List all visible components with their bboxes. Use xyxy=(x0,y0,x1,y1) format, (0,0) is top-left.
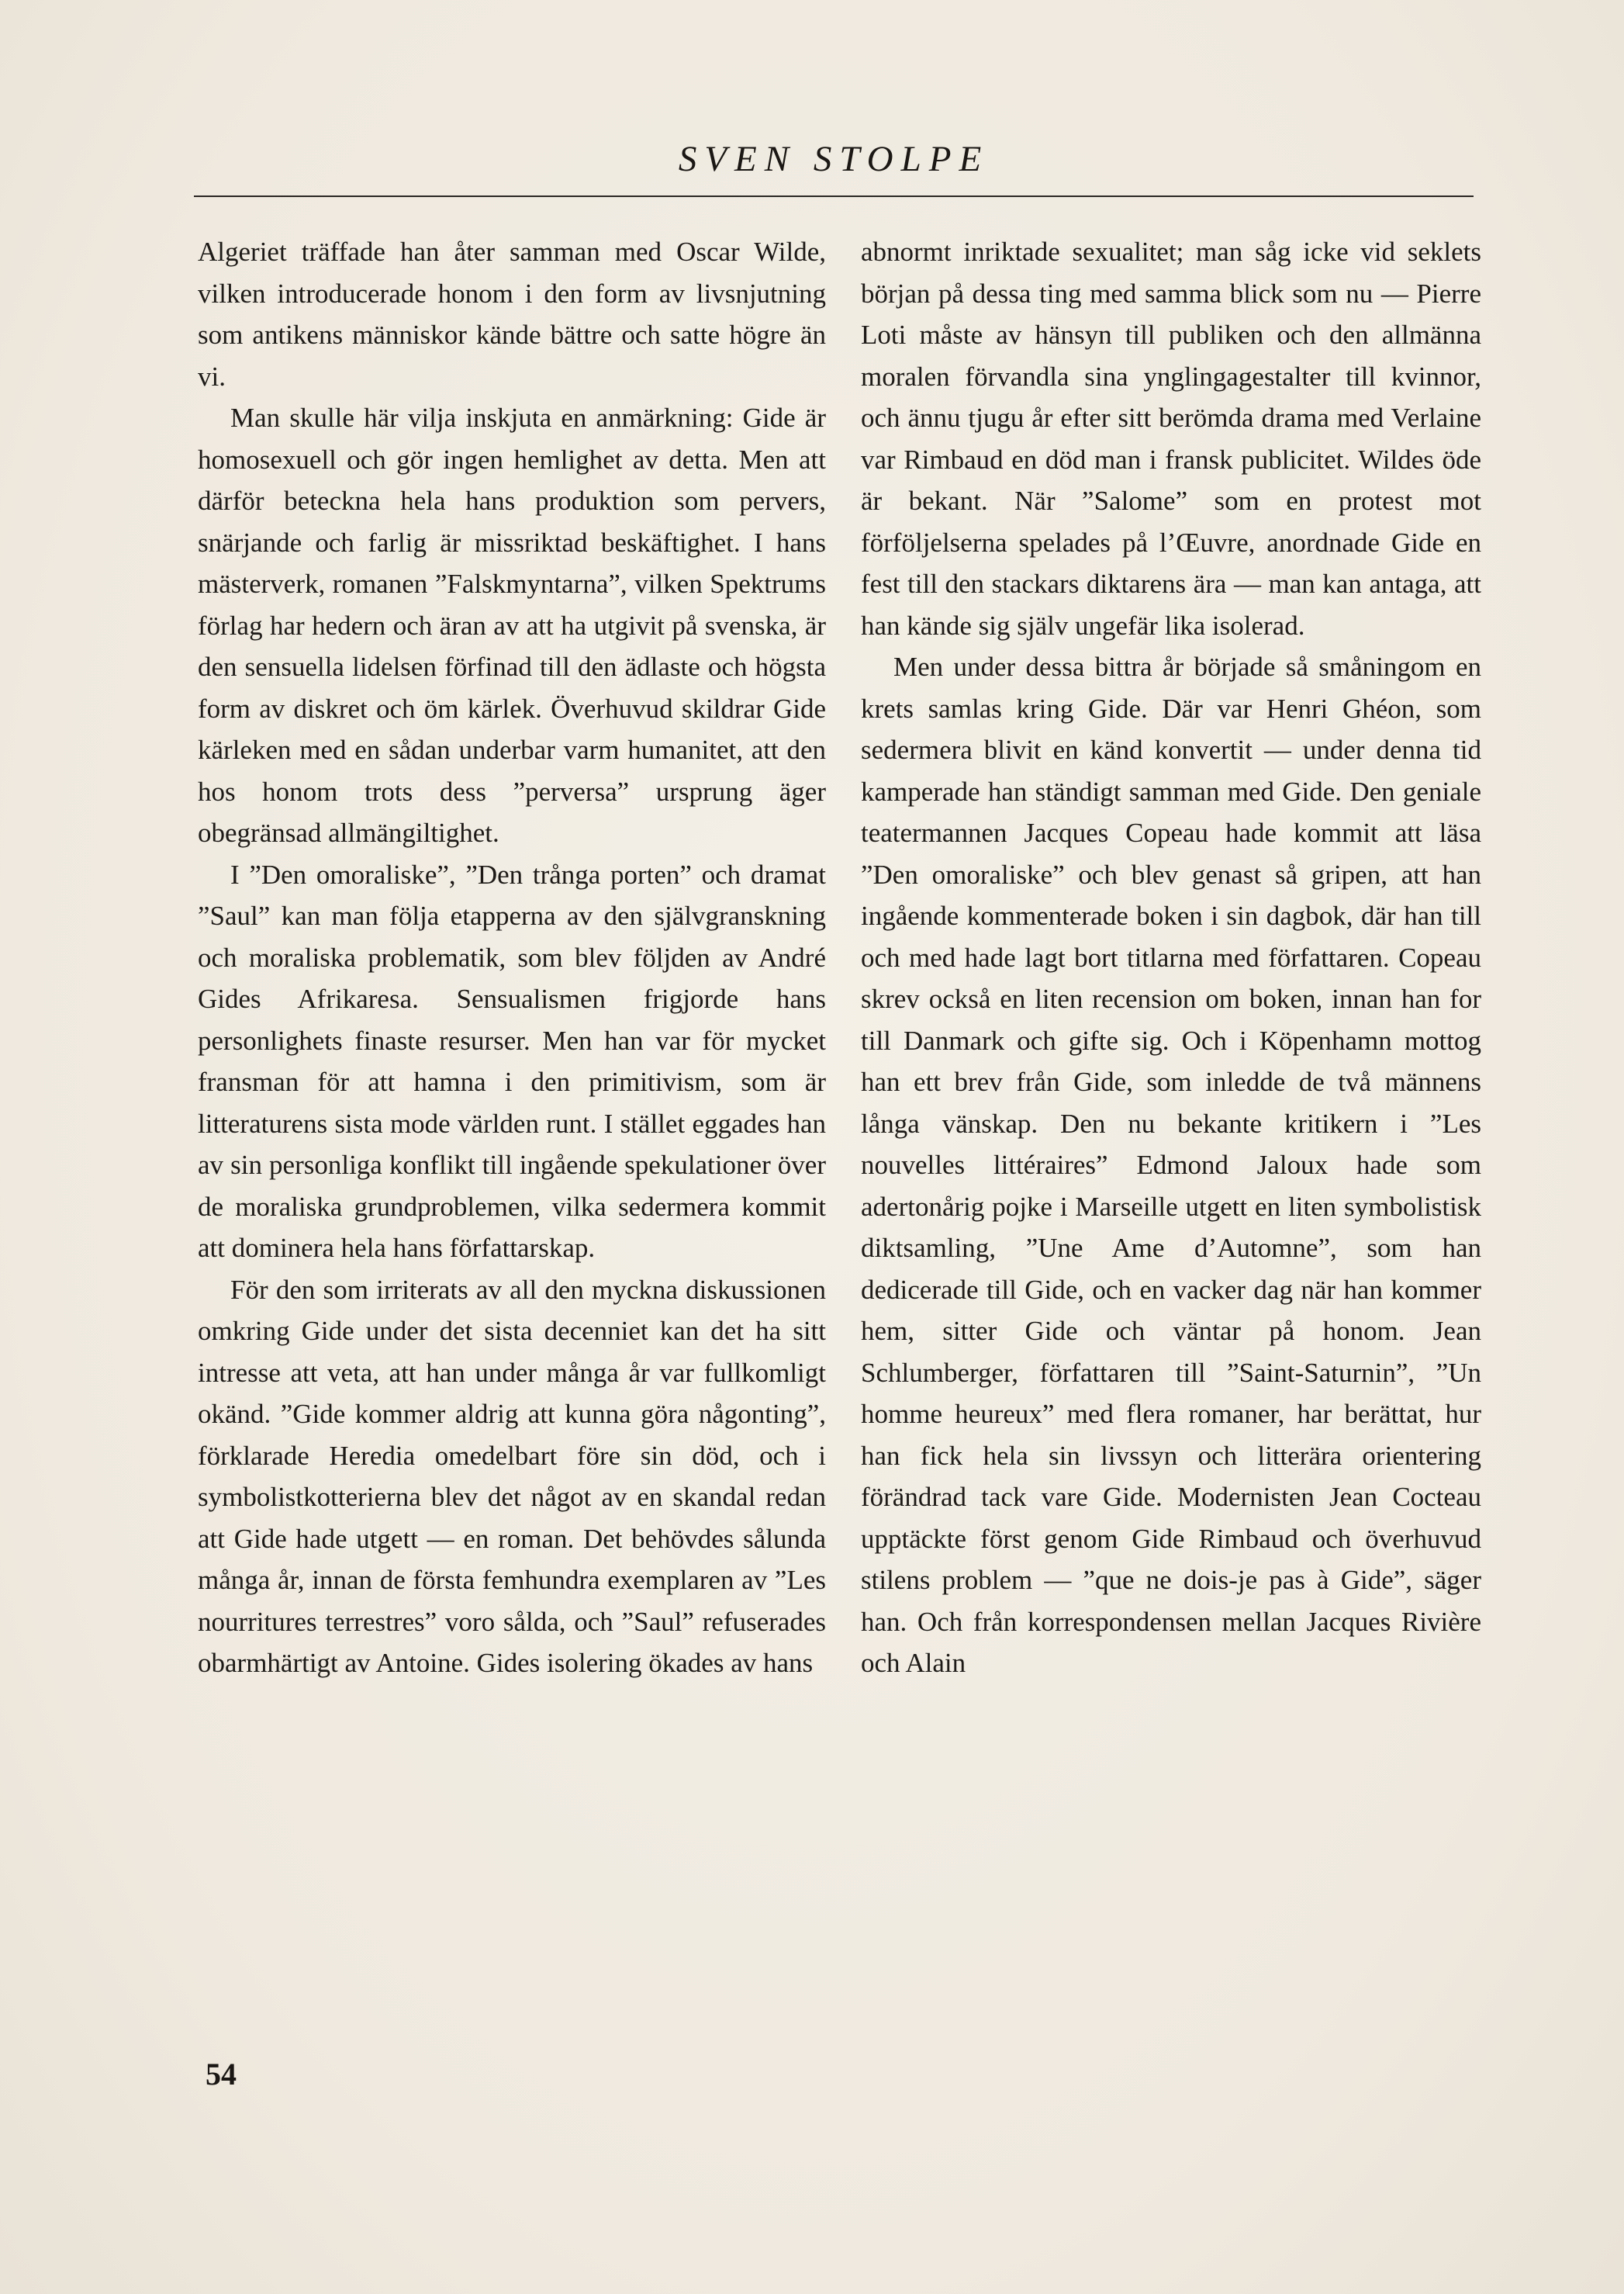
left-column xyxy=(198,231,826,1684)
paragraph: För den som irriterats av all den myckna diskussionen omkring Gide under det sista decenniet kan det ha sitt intresse att veta, att han under många år var fullkomligt okänd. ”Gide kommer aldrig att kunna göra någonting”, förklarade Heredia omedelbart före sin död, och i symbolistkotterierna blev det något av en skandal redan att Gide hade utgett — en roman. Det behövdes sålunda många år, innan de första femhundra exemplaren av ”Les nourritures terrestres” voro sålda, och ”Saul” refuserades obarmhärtigt av Antoine. Gides isolering ökades av hans xyxy=(198,1274,826,1678)
paragraph: abnormt inriktade sexualitet; man såg icke vid seklets början på dessa ting med samma blick som nu — Pierre Loti måste av hänsyn till publiken och den allmänna moralen förvandla sina ynglingagestalter till kvinnor, och ännu tjugu år efter sitt berömda drama med Verlaine var Rimbaud en död man i fransk publicitet. Wildes öde är bekant. När ”Salome” som en protest mot förföljelserna spelades på l’Œuvre, anordnade Gide en fest till den stackars diktarens ära — man kan antaga, att han kände sig själv ungefär lika isolerad. xyxy=(861,237,1481,641)
running-head: SVEN STOLPE xyxy=(678,139,990,179)
paragraph: I ”Den omoraliske”, ”Den trånga porten” och dramat ”Saul” kan man följa etapperna av den självgranskning och moraliska problematik, som blev följden av André Gides Afrikaresa. Sensualismen frigjorde hans personlighets finaste resurser. Men han var för mycket fransman för att hamna i den primitivism, som är litteraturens sista mode världen runt. I stället eggades han av sin personliga konflikt till ingående spekulationer över de moraliska grundproblemen, vilka sedermera kommit att dominera hela hans författarskap. xyxy=(198,859,826,1263)
header-rule xyxy=(194,195,1474,197)
page-number: 54 xyxy=(206,2057,237,2092)
right-column xyxy=(861,231,1481,1684)
paragraph: Men under dessa bittra år började så småningom en krets samlas kring Gide. Där var Henri Ghéon, som sedermera blivit en känd konvertit — under denna tid kamperade han ständigt samman med Gide. Den geniale teatermannen Jacques Copeau hade kommit att läsa ”Den omoraliske” och blev genast så gripen, att han ingående kommenterade boken i sin dagbok, där han till och med hade lagt bort titlarna med författaren. Copeau skrev också en liten recension om boken, innan han for till Danmark och gifte sig. Och i Köpenhamn mottog han ett brev från Gide, som inledde de två männens långa vänskap. Den nu bekante kritikern i ”Les nouvelles littéraires” Edmond Jaloux hade som adertonårig pojke i Marseille utgett en liten symbolistisk diktsamling, ”Une Ame d’Automne”, som han dedicerade till Gide, och en vacker dag när han kommer hem, sitter Gide och väntar på honom. Jean Schlumberger, författaren till ”Saint-Saturnin”, ”Un homme heureux” med flera romaner, har berättat, hur han fick hela sin livssyn och litterära orientering förändrad tack vare Gide. Modernisten Jean Cocteau upptäckte först genom Gide Rimbaud och överhuvud stilens problem — ”que ne dois-je pas à Gide”, säger han. Och från korrespondensen mellan Jacques Rivière och Alain xyxy=(861,652,1481,1678)
paragraph: Man skulle här vilja inskjuta en anmärkning: Gide är homosexuell och gör ingen hemlighet av detta. Men att därför beteckna hela hans produktion som pervers, snärjande och farlig är missriktad beskäftighet. I hans mästerverk, romanen ”Falskmyntarna”, vilken Spektrums förlag har hedern och äran av att ha utgivit på svenska, är den sensuella lidelsen förfinad till den ädlaste och högsta form av diskret och öm kärlek. Överhuvud skildrar Gide kärleken med en sådan underbar varm humanitet, att den hos honom trots dess ”perversa” ursprung äger obegränsad allmängiltighet. xyxy=(198,403,826,848)
paragraph: Algeriet träffade han åter samman med Oscar Wilde, vilken introducerade honom i den form av livsnjutning som antikens människor kände bättre och satte högre än vi. xyxy=(198,237,826,392)
